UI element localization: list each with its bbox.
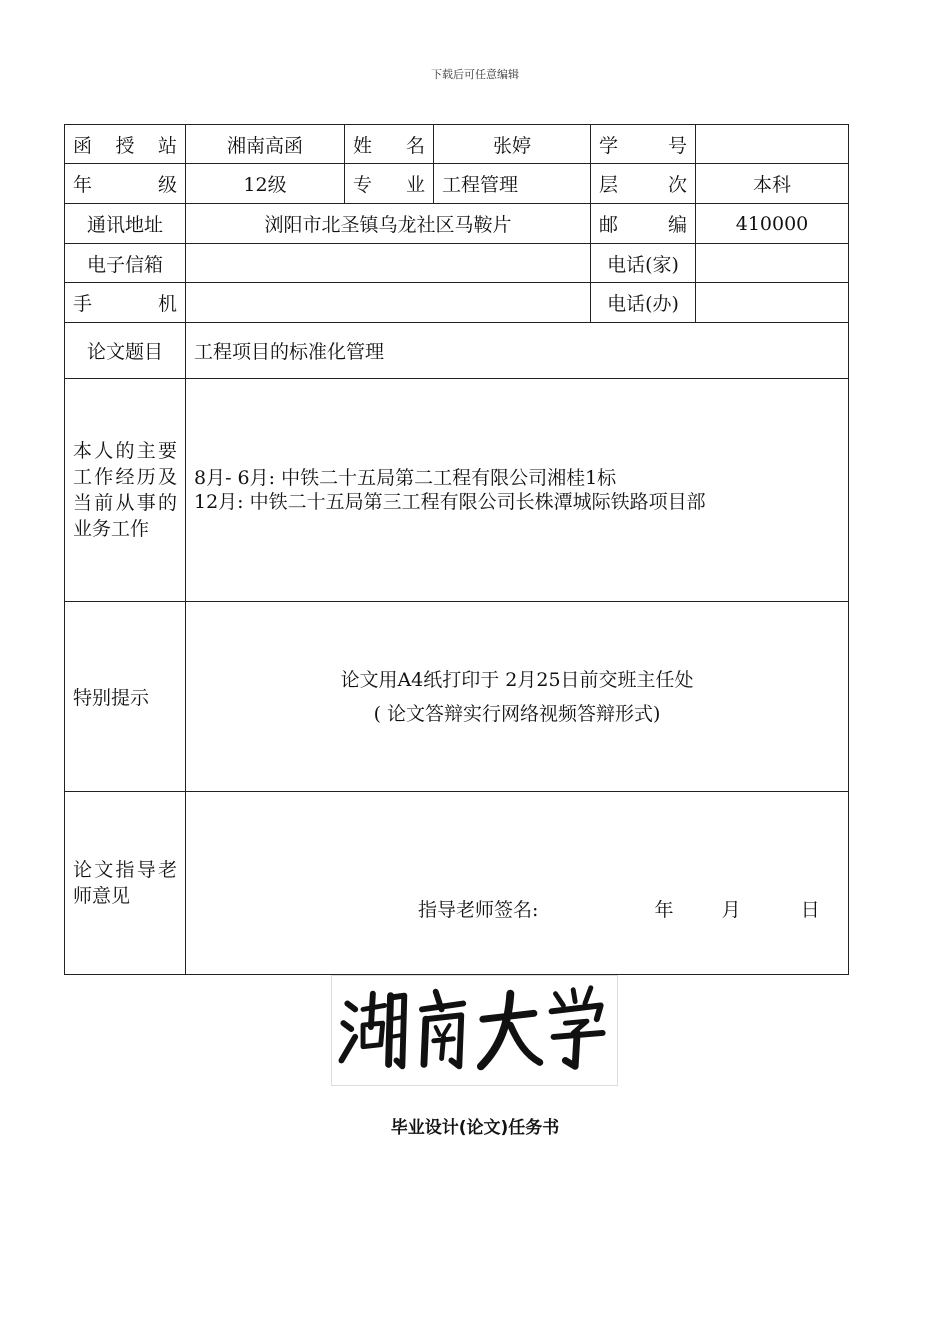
name-value: 张婷 bbox=[434, 125, 591, 164]
mobile-label: 手 机 bbox=[65, 283, 186, 323]
experience-content bbox=[186, 379, 849, 602]
phone-home-label: 电话(家) bbox=[591, 244, 696, 283]
document-title: 毕业设计(论文)任务书 bbox=[390, 1118, 560, 1138]
form-row-mobile bbox=[65, 283, 849, 323]
phone-home-value bbox=[696, 244, 849, 283]
date-month: 月 bbox=[721, 899, 741, 921]
experience-label: 本人的主要工作经历及当前从事的业务工作 bbox=[65, 379, 186, 602]
advisor-label: 论文指导老师意见 bbox=[65, 792, 186, 975]
station-label: 函 授 站 bbox=[65, 125, 186, 164]
mobile-value bbox=[186, 283, 591, 323]
notice-content bbox=[186, 602, 849, 792]
grade-value: 12级 bbox=[186, 164, 345, 204]
experience-line-2: 12月: 中铁二十五局第三工程有限公司长株潭城际铁路项目部 bbox=[194, 491, 706, 513]
phone-office-label: 电话(办) bbox=[591, 283, 696, 323]
form-row-experience bbox=[65, 379, 849, 602]
student-id-value bbox=[696, 125, 849, 164]
address-value: 浏阳市北圣镇乌龙社区马鞍片 bbox=[186, 204, 591, 244]
student-id-label: 学 号 bbox=[591, 125, 696, 164]
email-value bbox=[186, 244, 591, 283]
header-note: 下载后可任意编辑 bbox=[431, 68, 519, 81]
address-label: 通讯地址 bbox=[65, 204, 186, 244]
form-row-email bbox=[65, 244, 849, 283]
experience-line-1: 8月- 6月: 中铁二十五局第二工程有限公司湘桂1标 bbox=[194, 467, 617, 489]
thesis-title-value: 工程项目的标准化管理 bbox=[186, 323, 849, 379]
notice-label: 特别提示 bbox=[65, 602, 186, 792]
postcode-label: 邮 编 bbox=[591, 204, 696, 244]
major-label: 专 业 bbox=[345, 164, 434, 204]
phone-office-value bbox=[696, 283, 849, 323]
major-value: 工程管理 bbox=[434, 164, 591, 204]
form-row-station bbox=[65, 125, 849, 164]
form-row-advisor bbox=[65, 792, 849, 975]
form-row-notice bbox=[65, 602, 849, 792]
student-info-form bbox=[64, 124, 849, 975]
notice-line-2: ( 论文答辩实行网络视频答辩形式) bbox=[373, 702, 661, 725]
email-label: 电子信箱 bbox=[65, 244, 186, 283]
level-value: 本科 bbox=[696, 164, 849, 204]
form-row-grade bbox=[65, 164, 849, 204]
grade-label: 年 级 bbox=[65, 164, 186, 204]
form-row-thesis-title bbox=[65, 323, 849, 379]
thesis-title-label: 论文题目 bbox=[65, 323, 186, 379]
postcode-value: 410000 bbox=[696, 204, 849, 244]
form-row-address bbox=[65, 204, 849, 244]
advisor-signature-line bbox=[418, 895, 820, 922]
date-year: 年 bbox=[654, 899, 674, 921]
name-label: 姓 名 bbox=[345, 125, 434, 164]
station-value: 湘南高函 bbox=[186, 125, 345, 164]
level-label: 层 次 bbox=[591, 164, 696, 204]
notice-line-1: 论文用A4纸打印于 2月25日前交班主任处 bbox=[340, 668, 694, 691]
advisor-signature-label: 指导老师签名: bbox=[418, 899, 539, 921]
university-calligraphy-logo bbox=[331, 975, 618, 1086]
advisor-content bbox=[186, 792, 849, 975]
calligraphy-logo-graphic bbox=[332, 976, 617, 1085]
date-day: 日 bbox=[800, 899, 820, 921]
